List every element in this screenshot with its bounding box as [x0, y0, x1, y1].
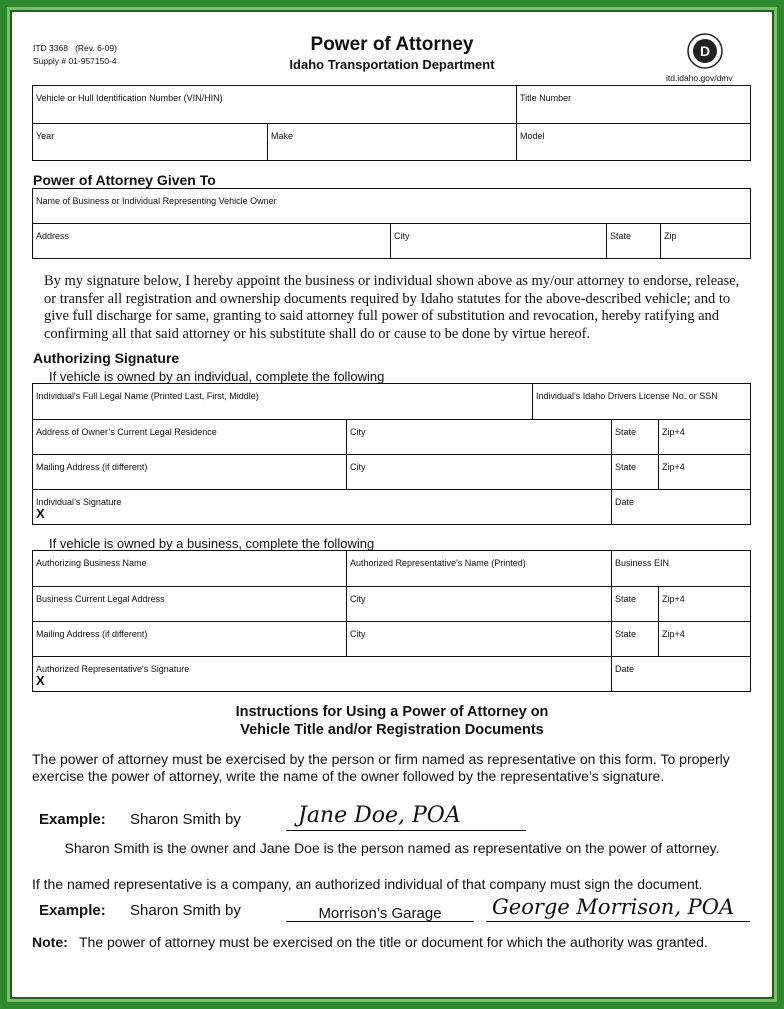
example2-company: Morrison’s Garage	[318, 905, 442, 922]
business-intro: If vehicle is owned by a business, complete the following	[49, 536, 375, 551]
year-field[interactable]: Year	[33, 124, 268, 160]
license-ssn-field[interactable]: Individual's Idaho Drivers License No. or SSN	[533, 384, 750, 420]
given-to-heading: Power of Attorney Given To	[33, 172, 216, 188]
business-owner-grid	[32, 550, 751, 692]
business-mailing-city-field[interactable]: City	[347, 622, 612, 657]
individual-date-field[interactable]: Date	[615, 497, 635, 507]
individual-mailing-city-field[interactable]: City	[347, 455, 612, 490]
example1-signature: Jane Doe, POA	[298, 803, 461, 828]
department-name: Idaho Transportation Department	[289, 57, 495, 72]
residence-address-field[interactable]: Address of Owner’s Current Legal Residence	[33, 420, 347, 455]
example2-signature: George Morrison, POA	[492, 895, 735, 919]
individual-full-name-field[interactable]: Individual's Full Legal Name (Printed Last, First, Middle)	[33, 384, 533, 420]
company-instruction: If the named representative is a company, an authorized individual of that company must sign the document.	[32, 876, 703, 892]
business-address-field[interactable]: Business Current Legal Address	[33, 587, 347, 622]
business-mailing-zip-field[interactable]: Zip+4	[659, 622, 750, 657]
example1-owner: Sharon Smith by	[130, 811, 241, 828]
vin-field[interactable]: Vehicle or Hull Identification Number (VIN/HIN)	[33, 86, 517, 124]
individual-owner-grid	[32, 383, 751, 525]
individual-signature-field[interactable]: Individual’s Signature X	[33, 490, 612, 524]
model-field[interactable]: Model	[520, 131, 545, 141]
appointment-text: By my signature below, I hereby appoint the business or individual shown above as my/our attorney to endorse, release, or transfer all registration and ownership documents required by Idaho statutes for the above-described vehicle; and to give full discharge for same, granting to said attorney full power of substitution and revocation, hereby ratifying and confirming all that said attorney or his substitute shall do or cause to be done by virtue hereof.	[44, 273, 740, 342]
example1-caption: Sharon Smith is the owner and Jane Doe is the person named as representative on the power of attorney.	[64, 840, 720, 856]
note-label: Note:	[32, 934, 68, 950]
residence-city-field[interactable]: City	[347, 420, 612, 455]
business-ein-field[interactable]: Business EIN	[612, 551, 750, 587]
business-zip-field[interactable]: Zip+4	[659, 587, 750, 622]
individual-intro: If vehicle is owned by an individual, complete the following	[49, 369, 385, 384]
business-city-field[interactable]: City	[347, 587, 612, 622]
individual-mailing-state-field[interactable]: State	[612, 455, 659, 490]
note-text: The power of attorney must be exercised on the title or document for which the authority was granted.	[79, 934, 708, 950]
form-title: Power of Attorney	[310, 34, 474, 55]
business-state-field[interactable]: State	[612, 587, 659, 622]
example-label: Example:	[39, 811, 106, 828]
svg-text:D: D	[699, 43, 711, 59]
business-mailing-state-field[interactable]: State	[612, 622, 659, 657]
vehicle-info-grid	[32, 85, 751, 161]
business-date-field[interactable]: Date	[615, 664, 635, 674]
given-to-grid	[32, 188, 751, 259]
state-field[interactable]: State	[607, 224, 661, 258]
signature-x-mark: X	[36, 506, 45, 521]
authorizing-heading: Authorizing Signature	[33, 350, 180, 366]
instructions-paragraph: The power of attorney must be exercised by the person or firm named as representative on this form. To properly exercise the power of attorney, write the name of the owner followed by the representative’s signature.	[32, 751, 730, 784]
signature-x-mark: X	[36, 673, 45, 688]
itd-logo-icon	[686, 32, 724, 70]
representative-name-field[interactable]: Name of Business or Individual Representing Vehicle Owner	[33, 189, 750, 224]
make-field[interactable]: Make	[268, 124, 517, 160]
city-field[interactable]: City	[391, 224, 607, 258]
residence-zip-field[interactable]: Zip+4	[659, 420, 750, 455]
signature-line	[486, 921, 750, 922]
example2-owner: Sharon Smith by	[130, 902, 241, 919]
address-field[interactable]: Address	[33, 224, 391, 258]
instructions-title: Instructions for Using a Power of Attorney on Vehicle Title and/or Registration Documents	[235, 704, 549, 738]
business-mailing-address-field[interactable]: Mailing Address (if different)	[33, 622, 347, 657]
zip-field[interactable]: Zip	[664, 231, 677, 241]
website-url: itd.idaho.gov/dmv	[666, 73, 733, 83]
signature-line	[286, 921, 474, 922]
business-name-field[interactable]: Authorizing Business Name	[33, 551, 347, 587]
form-id: ITD 3368 (Rev. 6-09)	[33, 43, 117, 53]
supply-number: Supply # 01-957150-4	[33, 56, 117, 66]
representative-printed-name-field[interactable]: Authorized Representative's Name (Printed)	[347, 551, 612, 587]
individual-mailing-address-field[interactable]: Mailing Address (if different)	[33, 455, 347, 490]
title-number-field[interactable]: Title Number	[517, 86, 750, 124]
individual-mailing-zip-field[interactable]: Zip+4	[659, 455, 750, 490]
representative-signature-field[interactable]: Authorized Representative's Signature X	[33, 657, 612, 691]
residence-state-field[interactable]: State	[612, 420, 659, 455]
signature-line	[286, 830, 526, 831]
example-label: Example:	[39, 902, 106, 919]
